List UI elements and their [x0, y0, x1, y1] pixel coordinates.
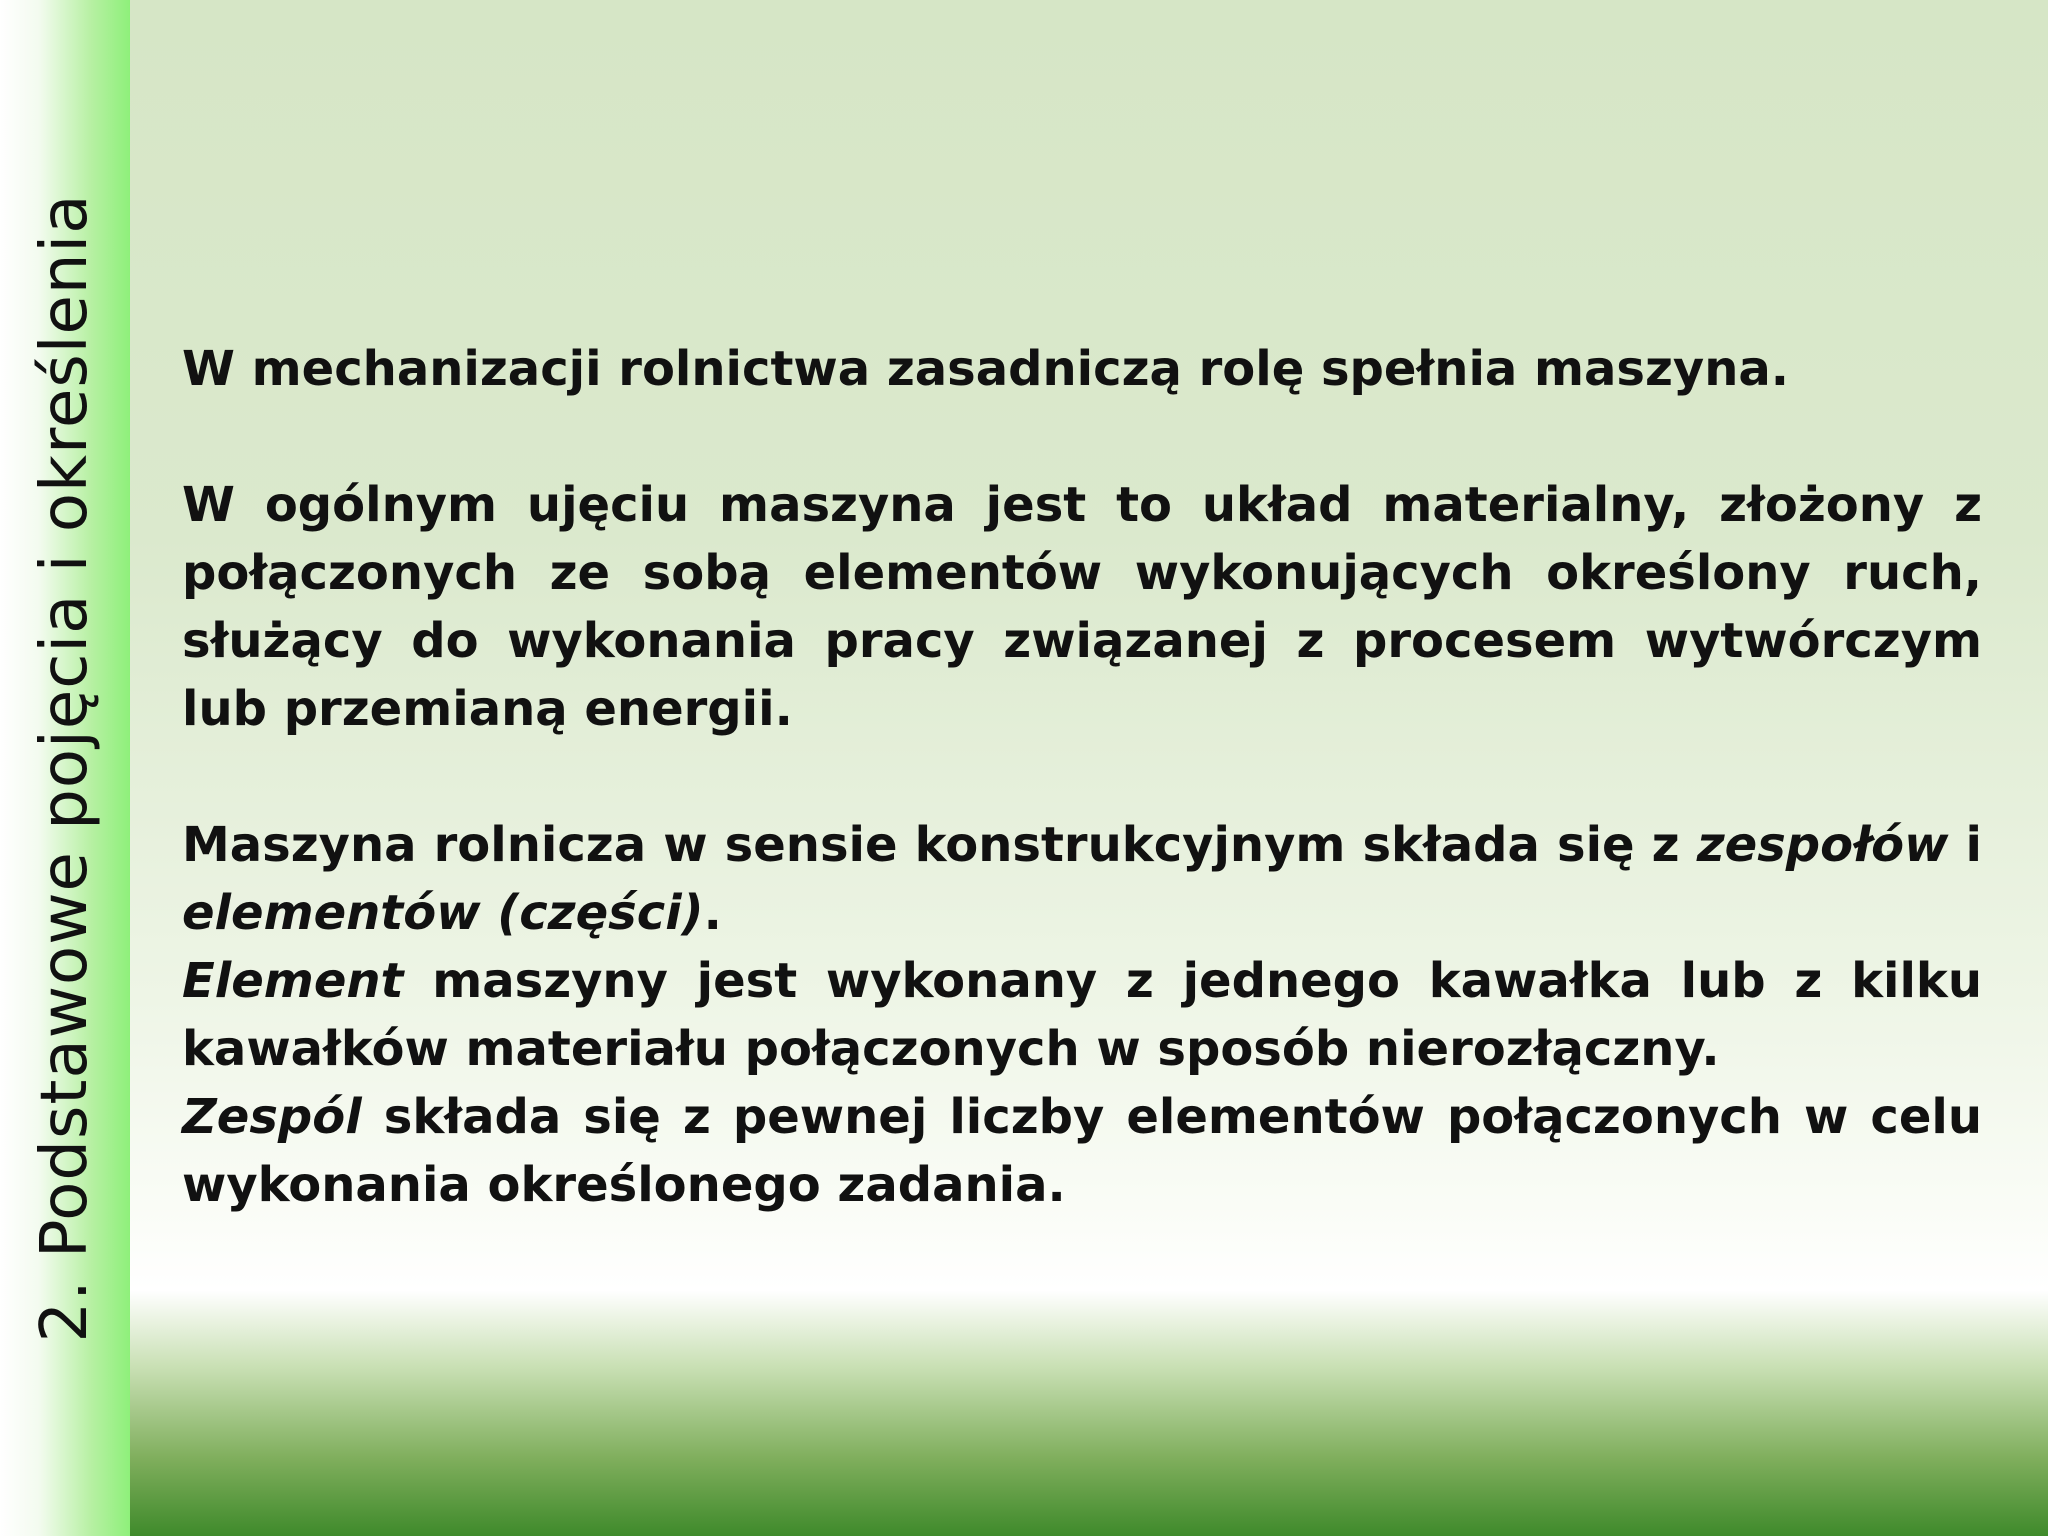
slide-content — [182, 335, 1982, 1219]
text-segment: Maszyna rolnicza w sensie konstrukcyjnym składa się z — [182, 817, 1697, 873]
text-segment: . — [703, 885, 722, 941]
paragraph-element-definition — [182, 947, 1982, 1083]
paragraph-gap — [182, 403, 1982, 471]
paragraph-zespol-definition — [182, 1083, 1982, 1219]
paragraph-gap — [182, 743, 1982, 811]
paragraph-intro: W mechanizacji rolnictwa zasadniczą rolę spełnia maszyna. — [182, 341, 1789, 397]
paragraph-agricultural-machine — [182, 811, 1982, 947]
text-segment: i — [1948, 817, 1983, 873]
text-segment: maszyny jest wykonany z jednego kawałka lub z kilku kawałków materiału połączonych w sposób nierozłączny. — [182, 953, 1982, 1077]
text-segment: składa się z pewnej liczby elementów połączonych w celu wykonania określonego zadania. — [182, 1089, 1982, 1213]
term-element: Element — [182, 953, 404, 1009]
side-title: 2. Podstawowe pojęcia i określenia — [28, 193, 102, 1343]
term-zespol: Zespól — [182, 1089, 362, 1145]
term-zespolow: zespołów — [1696, 817, 1949, 873]
paragraph-machine-definition: W ogólnym ujęciu maszyna jest to układ materialny, złożony z połączonych ze sobą elementów wykonujących określony ruch, służący do wykonania pracy związanej z procesem wytwórczym lub przemianą energii. — [182, 477, 1982, 737]
term-elementow: elementów (części) — [182, 885, 704, 941]
